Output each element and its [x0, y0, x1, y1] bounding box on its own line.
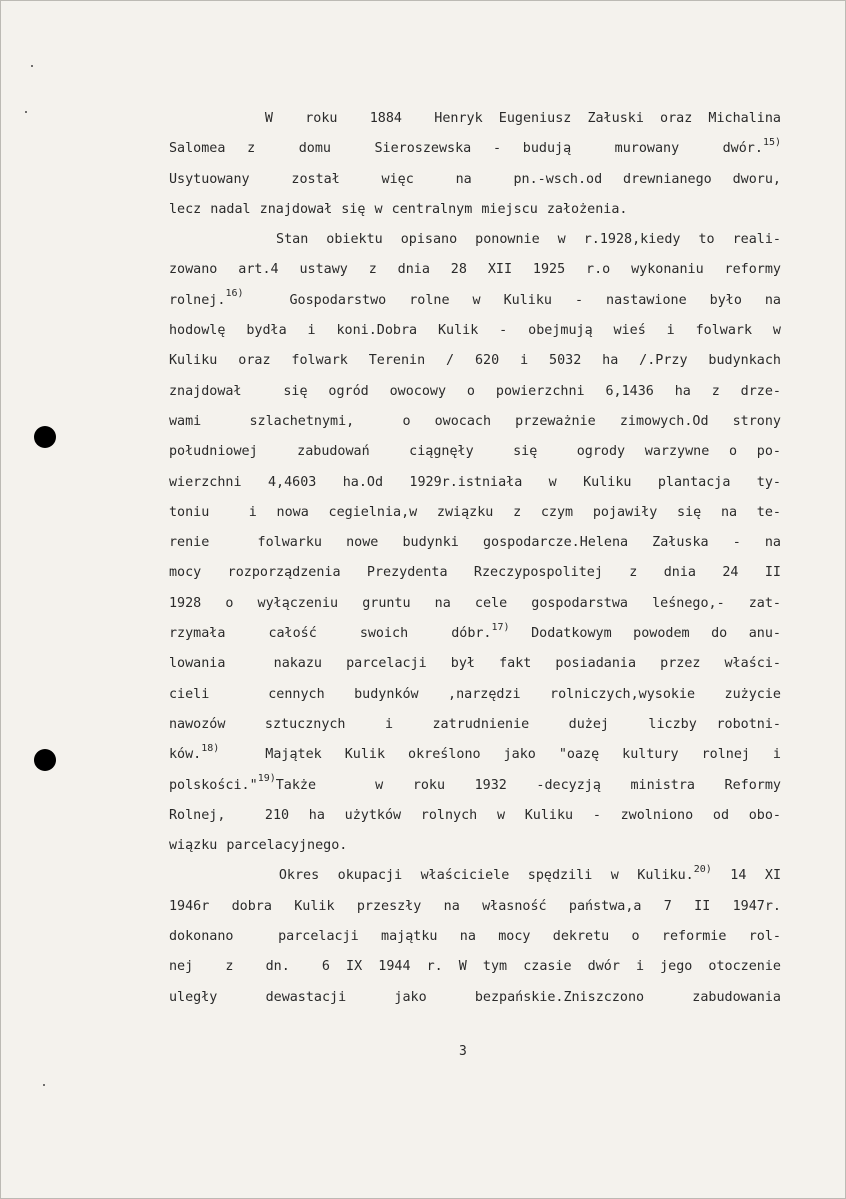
text-line-continuation: Także w roku 1932 -decyzją ministra Reformy — [275, 777, 781, 793]
text-line-content: dokonano parcelacji majątku na mocy dekretu o reformie rol- — [169, 929, 781, 945]
text-line — [169, 316, 781, 346]
text-line — [169, 195, 781, 225]
text-line-content: polskości." — [169, 777, 258, 793]
page-speck — [43, 1084, 45, 1086]
text-line — [169, 892, 781, 922]
text-line-content: Usytuowany został więc na pn.-wsch.od drewnianego dworu, — [169, 171, 781, 187]
text-line — [169, 468, 781, 498]
text-line — [169, 740, 781, 770]
text-line — [169, 983, 781, 1013]
text-line-content: cieli cennych budynków ,narzędzi rolniczych,wysokie zużycie — [169, 686, 781, 702]
text-line — [169, 649, 781, 679]
text-line-content: Rolnej, 210 ha użytków rolnych w Kuliku - zwolniono od obo- — [169, 807, 781, 823]
text-line-content: Okres okupacji właściciele spędzili w Kuliku. — [169, 868, 694, 884]
text-line-content: uległy dewastacji jako bezpańskie.Zniszczono zabudowania — [169, 989, 781, 1005]
footnote-reference: 17) — [491, 621, 510, 633]
text-line-continuation: Dodatkowym powodem do anu- — [509, 626, 781, 642]
footnote-reference: 18) — [201, 742, 220, 754]
text-line — [169, 225, 781, 255]
text-line — [169, 377, 781, 407]
text-line — [169, 255, 781, 285]
text-line-content: południowej zabudowań ciągnęły się ogrody warzywne o po- — [169, 444, 781, 460]
text-line — [169, 498, 781, 528]
text-line — [169, 346, 781, 376]
page-speck — [31, 65, 33, 67]
text-line — [169, 952, 781, 982]
text-line-content: lowania nakazu parcelacji był fakt posiadania przez właści- — [169, 656, 781, 672]
text-line-continuation: Majątek Kulik określono jako "oazę kultury rolnej i — [219, 747, 781, 763]
text-line-content: W roku 1884 Henryk Eugeniusz Załuski oraz Michalina — [169, 111, 781, 126]
text-line — [169, 922, 781, 952]
text-line-content: renie folwarku nowe budynki gospodarcze.Helena Załuska - na — [169, 535, 781, 551]
document-body — [169, 104, 781, 1013]
punch-hole — [34, 426, 56, 448]
text-line-content: nej z dn. 6 IX 1944 r. W tym czasie dwór i jego otoczenie — [169, 959, 781, 975]
text-line — [169, 437, 781, 467]
text-line — [169, 710, 781, 740]
text-line — [169, 134, 781, 164]
text-line-content: hodowlę bydła i koni.Dobra Kulik - obejmują wieś i folwark w — [169, 323, 781, 339]
text-line — [169, 801, 781, 831]
text-line-content: rolnej. — [169, 292, 226, 308]
footnote-reference: 16) — [225, 288, 244, 300]
text-line-content: 1946r dobra Kulik przeszły na własność państwa,a 7 II 1947r. — [169, 898, 781, 914]
text-line — [169, 680, 781, 710]
text-line-content: Salomea z domu Sieroszewska - budują murowany dwór. — [169, 141, 763, 157]
footnote-reference: 15) — [762, 136, 781, 148]
text-line-content: 1928 o wyłączeniu gruntu na cele gospodarstwa leśnego,- zat- — [169, 595, 781, 611]
text-line — [169, 165, 781, 195]
text-line-content: ków. — [169, 747, 202, 763]
text-line-content: wierzchni 4,4603 ha.Od 1929r.istniała w Kuliku plantacja ty- — [169, 474, 781, 490]
page-number: 3 — [459, 1044, 467, 1059]
text-line-continuation: 14 XI — [711, 868, 781, 884]
text-line-content: Stan obiektu opisano ponownie w r.1928,kiedy to reali- — [169, 232, 781, 248]
text-line — [169, 831, 781, 861]
page-speck — [25, 111, 27, 113]
footnote-reference: 20) — [693, 863, 712, 875]
text-line — [169, 286, 781, 316]
text-line-content: Kuliku oraz folwark Terenin / 620 i 5032 ha /.Przy budynkach — [169, 353, 781, 369]
footnote-reference: 19) — [257, 773, 276, 785]
text-line-continuation: Gospodarstwo rolne w Kuliku - nastawione było na — [243, 292, 781, 308]
text-line — [169, 861, 781, 891]
text-line-content: znajdował się ogród owocowy o powierzchni 6,1436 ha z drze- — [169, 383, 781, 399]
text-line — [169, 558, 781, 588]
text-line-content: wiązku parcelacyjnego. — [169, 838, 348, 854]
text-line-content: lecz nadal znajdował się w centralnym miejscu założenia. — [169, 201, 628, 217]
text-line — [169, 407, 781, 437]
text-line — [169, 619, 781, 649]
text-line-content: rzymała całość swoich dóbr. — [169, 626, 492, 642]
text-line-content: zowano art.4 ustawy z dnia 28 XII 1925 r.o wykonaniu reformy — [169, 262, 781, 278]
text-line — [169, 771, 781, 801]
text-line — [169, 589, 781, 619]
text-line — [169, 528, 781, 558]
punch-hole — [34, 749, 56, 771]
text-line — [169, 104, 781, 134]
text-line-content: nawozów sztucznych i zatrudnienie dużej liczby robotni- — [169, 716, 781, 732]
text-line-content: wami szlachetnymi, o owocach przeważnie zimowych.Od strony — [169, 413, 781, 429]
text-line-content: toniu i nowa cegielnia,w związku z czym pojawiły się na te- — [169, 504, 781, 520]
text-line-content: mocy rozporządzenia Prezydenta Rzeczypospolitej z dnia 24 II — [169, 565, 781, 581]
